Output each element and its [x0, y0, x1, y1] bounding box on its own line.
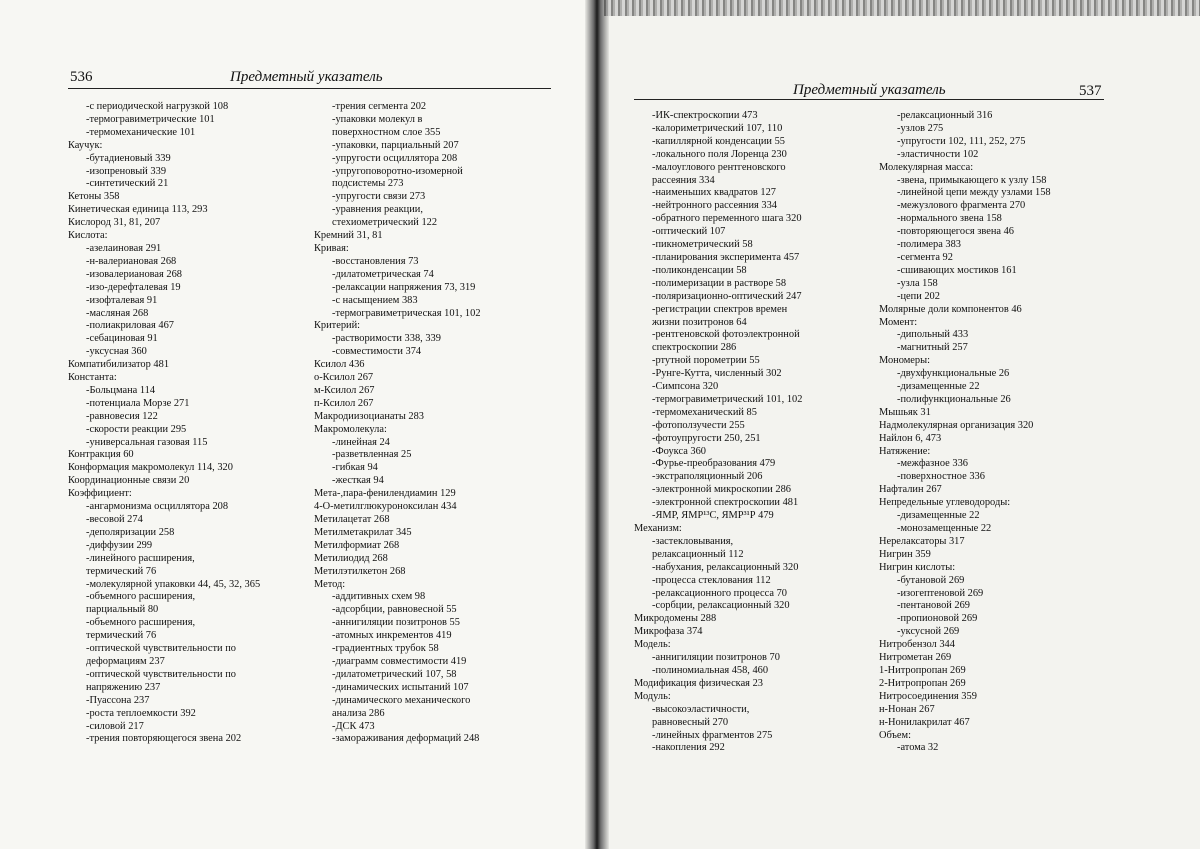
index-subentry: -пикнометрический 58 — [652, 239, 753, 251]
index-subentry: -скорости реакции 295 — [86, 423, 187, 435]
left-running-title — [230, 69, 383, 86]
index-subentry: -планирования эксперимента 457 — [652, 251, 800, 263]
index-entry: 1-Нитропропан 269 — [879, 664, 966, 676]
index-subentry: -упругости связи 273 — [332, 191, 426, 203]
index-subentry: -калориметрический 107, 110 — [652, 122, 783, 134]
left-page-number — [70, 69, 93, 86]
index-entry: м-Ксилол 267 — [314, 384, 375, 396]
index-subentry: -застекловывания, — [652, 535, 734, 547]
index-entry: н-Нонилакрилат 467 — [879, 716, 970, 728]
index-entry: Молярные доли компонентов 46 — [879, 303, 1022, 315]
index-subentry: -динамических испытаний 107 — [332, 681, 469, 693]
index-subentry: -оптический 107 — [652, 226, 726, 238]
index-subentry: -нейтронного рассеяния 334 — [652, 200, 777, 212]
index-subentry: -атома 32 — [897, 742, 939, 754]
index-entry: Нерелаксаторы 317 — [879, 535, 965, 547]
index-entry: Критерий: — [314, 320, 361, 332]
index-subentry: -аннигиляции позитронов 55 — [332, 617, 460, 629]
index-subentry: -капиллярной конденсации 55 — [652, 135, 785, 147]
index-entry: Натяжение: — [879, 445, 931, 457]
index-entry: Объем: — [879, 729, 911, 741]
index-subentry: -ртутной порометрии 55 — [652, 355, 760, 367]
index-column — [314, 101, 584, 746]
index-subentry: -силовой 217 — [86, 720, 144, 732]
index-subentry: -малоуглового рентгеновского — [652, 161, 786, 173]
index-subentry: релаксационный 112 — [652, 548, 744, 560]
index-entry: Метилэтилкетон 268 — [314, 565, 406, 577]
index-subentry: -полиномиальная 458, 460 — [652, 664, 769, 676]
index-subentry: -изофталевая 91 — [86, 294, 158, 306]
right-page — [600, 0, 1200, 849]
index-entry: о-Ксилол 267 — [314, 372, 374, 384]
left-page — [0, 0, 592, 849]
index-subentry: -азелаиновая 291 — [86, 242, 162, 254]
index-entry: Нигрин кислоты: — [879, 561, 956, 573]
index-subentry: -роста теплоемкости 392 — [86, 707, 196, 719]
header-rule — [68, 88, 551, 89]
index-subentry: -полифункциональные 26 — [897, 393, 1011, 405]
page-number: 536 — [70, 69, 93, 85]
index-subentry: -Симпсона 320 — [652, 381, 719, 393]
index-subentry: -цепи 202 — [897, 290, 940, 302]
index-subentry: -сорбции, релаксационный 320 — [652, 600, 790, 612]
index-entry: Молекулярная масса: — [879, 161, 974, 173]
index-subentry: -трения повторяющегося звена 202 — [86, 733, 242, 745]
index-subentry: -молекулярной упаковки 44, 45, 32, 365 — [86, 578, 261, 590]
index-entry: Конформация макромолекул 114, 320 — [68, 462, 233, 474]
index-subentry: -аддитивных схем 98 — [332, 591, 426, 603]
index-subentry: -оптической чувствительности по — [86, 668, 236, 680]
index-subentry: -дипольный 433 — [897, 329, 969, 341]
index-subentry: -пропионовой 269 — [897, 613, 978, 625]
scan-edge — [604, 0, 1200, 16]
index-entry: п-Ксилол 267 — [314, 397, 374, 409]
index-subentry: -восстановления 73 — [332, 255, 419, 267]
index-entry: Механизм: — [634, 523, 682, 534]
index-entry: Найлон 6, 473 — [879, 432, 942, 444]
index-subentry: -рентгеновской фотоэлектронной — [652, 329, 800, 341]
index-subentry: -двухфункциональные 26 — [897, 368, 1010, 380]
index-subentry: -набухания, релаксационный 320 — [652, 561, 799, 573]
index-subentry: -изовалериановая 268 — [86, 268, 182, 280]
index-subentry: -ИК-спектроскопии 473 — [652, 110, 758, 121]
index-subentry: -изо-дерефталевая 19 — [86, 281, 181, 293]
index-subentry: равновесный 270 — [652, 716, 729, 728]
index-subentry: -магнитный 257 — [897, 342, 968, 354]
index-subentry: -себациновая 91 — [86, 333, 158, 345]
index-subentry: -полиакриловая 467 — [86, 320, 174, 332]
index-entry: Коэффициент: — [68, 488, 132, 500]
index-subentry: -упругоповоротно-изомерной — [332, 165, 463, 177]
index-subentry: -замораживания деформаций 248 — [332, 733, 480, 745]
index-entry: Ксилол 436 — [314, 359, 365, 371]
book-gutter — [585, 0, 609, 849]
index-subentry: -масляная 268 — [86, 307, 149, 319]
index-subentry: -термомеханические 101 — [86, 126, 196, 138]
index-subentry: -звена, примыкающего к узлу 158 — [897, 174, 1047, 186]
index-subentry: -дилатометрическая 74 — [332, 268, 434, 280]
running-title: Предметный указатель — [230, 69, 383, 85]
index-entry: Микрофаза 374 — [634, 626, 703, 638]
index-subentry: -динамического механического — [332, 694, 471, 706]
index-subentry: -наименьших квадратов 127 — [652, 187, 776, 199]
index-subentry: -трения сегмента 202 — [332, 101, 427, 112]
index-entry: Кетоны 358 — [68, 191, 120, 203]
index-entry: Модификация физическая 23 — [634, 677, 763, 689]
index-entry: Метилиодид 268 — [314, 552, 388, 564]
index-entry: Макромолекула: — [314, 423, 387, 435]
index-subentry: -ангармонизма осциллятора 208 — [86, 501, 229, 513]
index-entry: 4-О-метилглюкуроноксилан 434 — [314, 501, 457, 513]
index-subentry: -электронной спектроскопии 481 — [652, 497, 799, 509]
index-subentry: поверхностном слое 355 — [332, 126, 441, 138]
index-entry: Каучук: — [68, 139, 103, 151]
index-subentry: -межузлового фрагмента 270 — [897, 200, 1026, 212]
index-subentry: -разветвленная 25 — [332, 449, 412, 461]
index-entry: Нафталин 267 — [879, 484, 942, 496]
index-subentry: -локального поля Лоренца 230 — [652, 148, 787, 160]
index-subentry: -с периодической нагрузкой 108 — [86, 101, 229, 112]
index-subentry: -пентановой 269 — [897, 600, 971, 612]
index-subentry: -повторяющегося звена 46 — [897, 226, 1014, 238]
index-subentry: -гибкая 94 — [332, 462, 378, 474]
index-subentry: -поликонденсации 58 — [652, 264, 747, 276]
index-subentry: -линейного расширения, — [86, 552, 195, 564]
index-entry: Метилформиат 268 — [314, 539, 400, 551]
index-column — [634, 110, 874, 755]
index-column — [879, 110, 1119, 755]
index-entry: Координационные связи 20 — [68, 475, 190, 487]
index-subentry: -синтетический 21 — [86, 178, 169, 190]
running-title: Предметный указатель — [793, 82, 946, 98]
index-subentry: -жесткая 94 — [332, 475, 384, 487]
index-subentry: -монозамещенные 22 — [897, 523, 992, 534]
index-subentry: -н-валериановая 268 — [86, 255, 177, 267]
index-subentry: -термомеханический 85 — [652, 406, 757, 418]
index-entry: Компатибилизатор 481 — [68, 359, 170, 371]
index-entry: Контракция 60 — [68, 449, 134, 461]
index-entry: Кривая: — [314, 242, 349, 254]
index-subentry: -весовой 274 — [86, 514, 143, 525]
index-subentry: термический 76 — [86, 565, 157, 577]
index-subentry: -деполяризации 258 — [86, 526, 175, 538]
index-entry: Макродиизоцианаты 283 — [314, 410, 424, 422]
index-entry: Микродомены 288 — [634, 613, 717, 625]
index-subentry: -узлов 275 — [897, 122, 944, 134]
index-entry: Мета-,пара-фенилендиамин 129 — [314, 488, 456, 500]
index-subentry: -регистрации спектров времен — [652, 303, 788, 315]
index-subentry: -объемного расширения, — [86, 617, 196, 629]
index-entry: Нигрин 359 — [879, 548, 931, 560]
index-subentry: -атомных инкрементов 419 — [332, 630, 452, 642]
index-subentry: напряжению 237 — [86, 681, 161, 693]
index-entry: Надмолекулярная организация 320 — [879, 419, 1034, 431]
index-subentry: -упаковки молекул в — [332, 113, 423, 125]
index-subentry: -сегмента 92 — [897, 251, 953, 263]
index-subentry: -универсальная газовая 115 — [86, 436, 208, 448]
index-subentry: -уксусная 360 — [86, 346, 147, 358]
index-subentry: -нормального звена 158 — [897, 213, 1002, 225]
index-subentry: -дилатометрический 107, 58 — [332, 668, 457, 680]
index-entry: Модуль: — [634, 690, 671, 702]
index-entry: Модель: — [634, 639, 671, 651]
index-subentry: -термогравиметрическая 101, 102 — [332, 307, 481, 319]
index-subentry: -релаксации напряжения 73, 319 — [332, 281, 476, 293]
index-subentry: -бутановой 269 — [897, 574, 965, 586]
index-subentry: -объемного расширения, — [86, 591, 196, 603]
index-subentry: -обратного переменного шага 320 — [652, 213, 802, 225]
index-subentry: -полимеризации в растворе 58 — [652, 277, 787, 289]
index-subentry: -фотоползучести 255 — [652, 419, 745, 431]
index-subentry: -оптической чувствительности по — [86, 643, 236, 655]
index-subentry: -потенциала Морзе 271 — [86, 397, 190, 409]
index-subentry: -упругости 102, 111, 252, 275 — [897, 135, 1026, 147]
index-subentry: -электронной микроскопии 286 — [652, 484, 791, 496]
index-subentry: -изогептеновой 269 — [897, 587, 984, 599]
header-rule — [634, 99, 1104, 100]
index-subentry: -дизамещенные 22 — [897, 510, 980, 522]
index-entry: Мономеры: — [879, 355, 930, 367]
index-subentry: -растворимости 338, 339 — [332, 333, 441, 345]
index-subentry: -бутадиеновый 339 — [86, 152, 171, 164]
index-subentry: спектроскопии 286 — [652, 342, 737, 354]
index-subentry: -высокоэластичности, — [652, 703, 750, 715]
index-subentry: стехиометрический 122 — [332, 217, 438, 229]
index-subentry: -совместимости 374 — [332, 346, 422, 358]
index-subentry: -адсорбции, равновесной 55 — [332, 604, 457, 616]
index-subentry: -линейной цепи между узлами 158 — [897, 187, 1051, 199]
index-subentry: -линейная 24 — [332, 436, 390, 448]
index-entry: Мышьяк 31 — [879, 406, 931, 418]
index-subentry: -процесса стеклования 112 — [652, 574, 771, 586]
index-subentry: -ДСК 473 — [332, 720, 375, 732]
index-entry: Кислота: — [68, 230, 108, 242]
index-subentry: -накопления 292 — [652, 742, 725, 754]
index-subentry: -уксусной 269 — [897, 626, 960, 638]
index-subentry: -с насыщением 383 — [332, 294, 418, 306]
index-entry: Нитросоединения 359 — [879, 690, 977, 702]
index-subentry: -упаковки, парциальный 207 — [332, 139, 459, 151]
index-subentry: -Больцмана 114 — [86, 384, 156, 396]
index-subentry: деформациям 237 — [86, 655, 165, 667]
index-subentry: -ЯМР, ЯМР¹³С, ЯМР³¹Р 479 — [652, 510, 774, 522]
index-subentry: -узла 158 — [897, 277, 938, 289]
index-subentry: -релаксационного процесса 70 — [652, 587, 787, 599]
index-subentry: анализа 286 — [332, 707, 385, 719]
index-subentry: -межфазное 336 — [897, 458, 968, 470]
index-subentry: парциальный 80 — [86, 604, 159, 616]
index-subentry: -диффузии 299 — [86, 539, 153, 551]
index-subentry: -релаксационный 316 — [897, 110, 993, 121]
index-subentry: жизни позитронов 64 — [652, 316, 747, 328]
index-entry: Непредельные углеводороды: — [879, 497, 1011, 509]
index-subentry: рассеяния 334 — [652, 174, 715, 186]
index-entry: Кинетическая единица 113, 293 — [68, 204, 208, 216]
index-subentry: -градиентных трубок 58 — [332, 643, 439, 655]
index-entry: Кремний 31, 81 — [314, 230, 383, 242]
index-subentry: -линейных фрагментов 275 — [652, 729, 773, 741]
index-subentry: -упругости осциллятора 208 — [332, 152, 458, 164]
index-entry: Константа: — [68, 372, 117, 384]
index-subentry: -Рунге-Кутта, численный 302 — [652, 368, 782, 380]
index-subentry: -равновесия 122 — [86, 410, 158, 422]
index-subentry: -сшивающих мостиков 161 — [897, 264, 1017, 276]
index-subentry: -эластичности 102 — [897, 148, 979, 160]
right-running-title — [793, 82, 946, 99]
index-entry: Момент: — [879, 316, 918, 328]
index-entry: Метилметакрилат 345 — [314, 526, 412, 538]
index-subentry: -уравнения реакции, — [332, 204, 423, 216]
index-subentry: -поляризационно-оптический 247 — [652, 290, 802, 302]
index-entry: Нитробензол 344 — [879, 639, 955, 651]
index-subentry: -изопреновый 339 — [86, 165, 167, 177]
index-entry: Метилацетат 268 — [314, 514, 390, 525]
index-entry: н-Нонан 267 — [879, 703, 935, 715]
index-subentry: -дизамещенные 22 — [897, 381, 980, 393]
index-subentry: -полимера 383 — [897, 239, 962, 251]
index-subentry: -диаграмм совместимости 419 — [332, 655, 467, 667]
index-subentry: -термогравиметрический 101, 102 — [652, 393, 803, 405]
index-subentry: термический 76 — [86, 630, 157, 642]
index-entry: Нитрометан 269 — [879, 652, 952, 664]
index-subentry: -экстраполяционный 206 — [652, 471, 763, 483]
index-entry: 2-Нитропропан 269 — [879, 677, 966, 689]
index-subentry: -аннигиляции позитронов 70 — [652, 652, 780, 664]
index-subentry: подсистемы 273 — [332, 178, 404, 190]
index-subentry: -Пуассона 237 — [86, 694, 150, 706]
index-subentry: -поверхностное 336 — [897, 471, 985, 483]
index-subentry: -фотоупругости 250, 251 — [652, 432, 761, 444]
index-column — [68, 101, 313, 746]
index-subentry: -Фурье-преобразования 479 — [652, 458, 776, 470]
index-entry: Кислород 31, 81, 207 — [68, 217, 161, 229]
right-page-number — [1079, 83, 1102, 100]
page-number: 537 — [1079, 83, 1102, 99]
index-subentry: -термогравиметрические 101 — [86, 113, 215, 125]
index-subentry: -Фоукса 360 — [652, 445, 706, 457]
index-entry: Метод: — [314, 578, 346, 590]
